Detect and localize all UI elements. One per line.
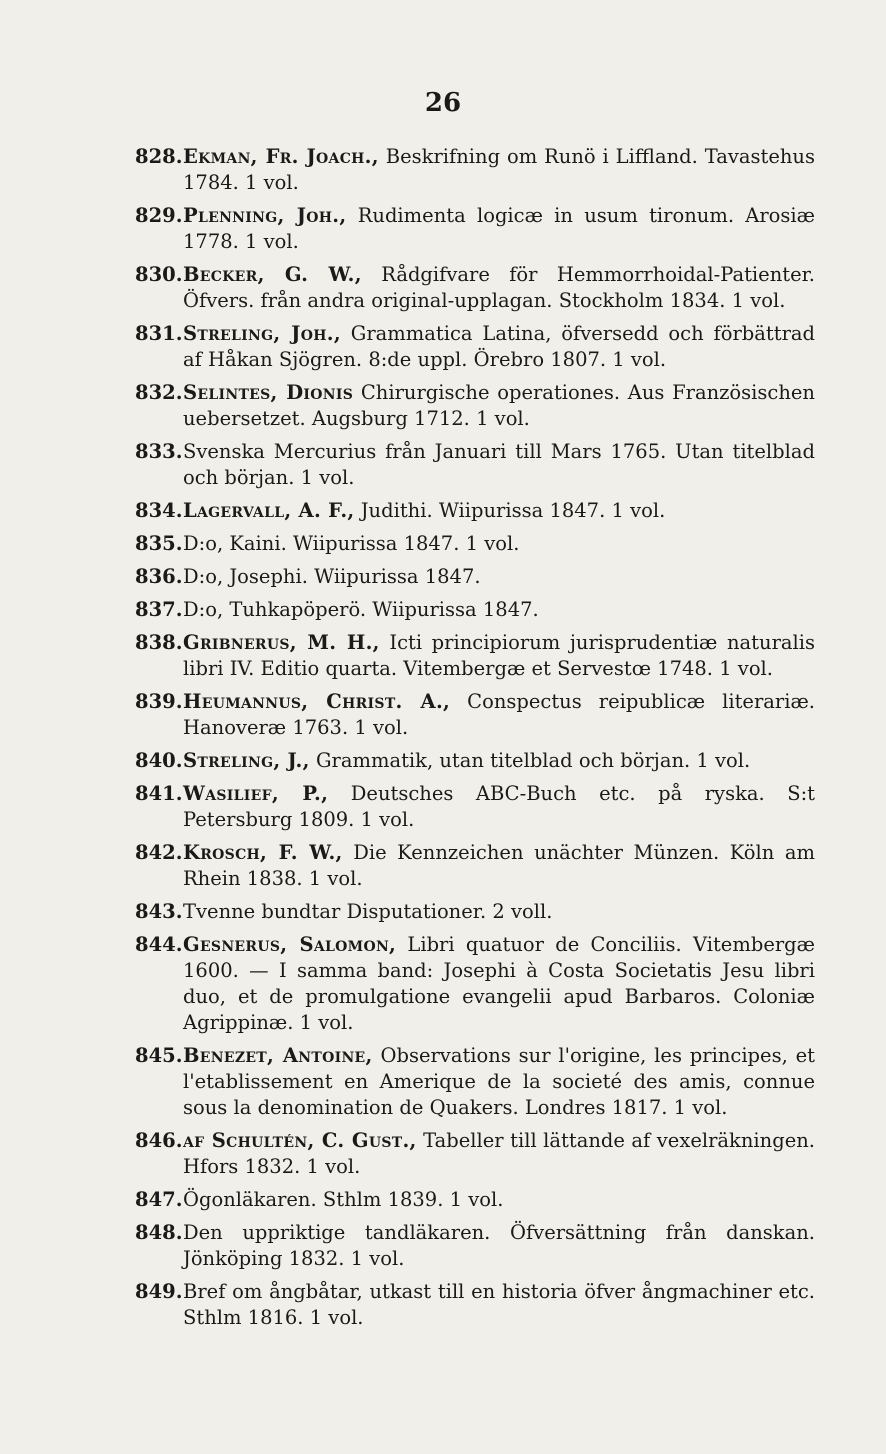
catalog-entry <box>135 203 815 255</box>
entry-number: 840. <box>135 749 183 772</box>
catalog-entry <box>135 564 815 590</box>
entry-body <box>183 1279 815 1331</box>
entry-text: Deutsches ABC-Buch etc. på ryska. S:t Petersburg 1809. 1 vol. <box>183 782 816 831</box>
catalog-entry <box>135 1043 815 1121</box>
entry-body <box>183 1128 815 1180</box>
entry-number: 847. <box>135 1188 183 1211</box>
entry-number: 830. <box>135 263 183 286</box>
entry-text: Ögonläkaren. Sthlm 1839. 1 vol. <box>183 1188 504 1211</box>
entry-text: Judithi. Wiipurissa 1847. 1 vol. <box>360 499 666 522</box>
entry-body <box>183 932 815 1036</box>
entry-author: Selintes, Dionis <box>183 381 354 404</box>
catalog-entry <box>135 1128 815 1180</box>
entry-number: 834. <box>135 499 183 522</box>
entry-body <box>183 1187 815 1213</box>
entry-text: Tabeller till lättande af vexelräkningen. Hfors 1832. 1 vol. <box>183 1129 815 1178</box>
entry-author: Streling, J., <box>183 749 310 772</box>
catalog-entry <box>135 498 815 524</box>
entry-author: Heumannus, Christ. A., <box>183 690 451 713</box>
entry-text: Beskrifning om Runö i Liffland. Tavastehus 1784. 1 vol. <box>183 145 815 194</box>
entry-body <box>183 531 815 557</box>
entry-body <box>183 262 815 314</box>
entry-body <box>183 689 815 741</box>
catalog-entry <box>135 597 815 623</box>
entry-text: D:o, Tuhkapöperö. Wiipurissa 1847. <box>183 598 539 621</box>
catalog-entry <box>135 1279 815 1331</box>
entry-number: 829. <box>135 204 183 227</box>
entry-text: Die Kennzeichen unächter Münzen. Köln am Rhein 1838. 1 vol. <box>183 841 816 890</box>
entry-body <box>183 564 815 590</box>
page-number: 26 <box>424 88 462 118</box>
entry-number: 835. <box>135 532 183 555</box>
entry-body <box>183 899 815 925</box>
entry-number: 838. <box>135 631 183 654</box>
catalog-entry <box>135 840 815 892</box>
entry-number: 836. <box>135 565 183 588</box>
entry-number: 832. <box>135 381 183 404</box>
entry-author: Gesnerus, Salomon, <box>183 933 397 956</box>
entry-number: 833. <box>135 440 183 463</box>
entry-text: Grammatik, utan titelblad och början. 1 vol. <box>315 749 751 772</box>
catalog-entry <box>135 380 815 432</box>
entry-text: Svenska Mercurius från Januari till Mars 1765. Utan titelblad och början. 1 vol. <box>183 440 815 489</box>
entry-text: Rudimenta logicæ in usum tironum. Arosiæ 1778. 1 vol. <box>183 204 815 253</box>
entry-body <box>183 1220 815 1272</box>
entry-author: Lagervall, A. F., <box>183 499 355 522</box>
catalog-entry <box>135 262 815 314</box>
entry-number: 844. <box>135 933 183 956</box>
entry-number: 848. <box>135 1221 183 1244</box>
catalog-entry <box>135 748 815 774</box>
entry-body <box>183 781 815 833</box>
entry-text: Chirurgische operationes. Aus Französischen uebersetzet. Augsburg 1712. 1 vol. <box>183 381 815 430</box>
entry-body <box>183 1043 815 1121</box>
entry-author: Plenning, Joh., <box>183 204 347 227</box>
entry-author: Streling, Joh., <box>183 322 341 345</box>
entry-number: 837. <box>135 598 183 621</box>
entry-text: D:o, Josephi. Wiipurissa 1847. <box>183 565 481 588</box>
entry-number: 828. <box>135 145 183 168</box>
entry-body <box>183 498 815 524</box>
entry-text: Rådgifvare för Hemmorrhoidal-Patienter. Öfvers. från andra original-upplagan. Stockholm 1834. 1 vol. <box>183 263 816 312</box>
entry-number: 839. <box>135 690 183 713</box>
entry-text: Libri quatuor de Conciliis. Vitembergæ 1600. — I samma band: Josephi à Costa Societatis Jesu libri duo, et de promulgatione evangelii apud Barbaros. Coloniæ Agrippinæ. 1 vol. <box>183 933 815 1034</box>
entry-body <box>183 630 815 682</box>
entry-text: Conspectus reipublicæ literariæ. Hanoveræ 1763. 1 vol. <box>183 690 816 739</box>
catalog-entry <box>135 144 815 196</box>
entry-text: Grammatica Latina, öfversedd och förbättrad af Håkan Sjögren. 8:de uppl. Örebro 1807. 1 vol. <box>183 322 815 371</box>
entry-number: 849. <box>135 1280 183 1303</box>
entry-body <box>183 840 815 892</box>
entry-number: 841. <box>135 782 183 805</box>
entry-author: Ekman, Fr. Joach., <box>183 145 379 168</box>
entry-author: Krosch, F. W., <box>183 841 343 864</box>
catalog-entries <box>135 144 815 1338</box>
entry-text: Observations sur l'origine, les principes, et l'etablissement en Amerique de la societé des amis, connue sous la denomination de Quakers. Londres 1817. 1 vol. <box>183 1044 816 1119</box>
entry-body <box>183 321 815 373</box>
entry-body <box>183 439 815 491</box>
catalog-entry <box>135 1187 815 1213</box>
catalog-entry <box>135 439 815 491</box>
entry-body <box>183 380 815 432</box>
catalog-entry <box>135 781 815 833</box>
entry-text: Icti principiorum jurisprudentiæ naturalis libri IV. Editio quarta. Vitembergæ et Servestœ 1748. 1 vol. <box>183 631 816 680</box>
entry-number: 845. <box>135 1044 183 1067</box>
entry-text: D:o, Kaini. Wiipurissa 1847. 1 vol. <box>183 532 520 555</box>
entry-body <box>183 597 815 623</box>
entry-body <box>183 144 815 196</box>
entry-text: Den uppriktige tandläkaren. Öfversättning från danskan. Jönköping 1832. 1 vol. <box>183 1221 815 1270</box>
catalog-entry <box>135 531 815 557</box>
entry-number: 842. <box>135 841 183 864</box>
entry-author: Benezet, Antoine, <box>183 1044 373 1067</box>
catalog-entry <box>135 630 815 682</box>
catalog-entry <box>135 689 815 741</box>
catalog-entry <box>135 932 815 1036</box>
entry-author: Wasilief, P., <box>183 782 329 805</box>
entry-author: af Schultén, C. Gust., <box>183 1129 417 1152</box>
entry-body <box>183 203 815 255</box>
entry-author: Gribnerus, M. H., <box>183 631 380 654</box>
catalog-entry <box>135 321 815 373</box>
catalog-entry <box>135 1220 815 1272</box>
entry-text: Tvenne bundtar Disputationer. 2 voll. <box>183 900 553 923</box>
entry-body <box>183 748 815 774</box>
catalog-entry <box>135 899 815 925</box>
entry-text: Bref om ångbåtar, utkast till en historia öfver ångmachiner etc. Sthlm 1816. 1 vol. <box>183 1280 815 1329</box>
entry-number: 846. <box>135 1129 183 1152</box>
entry-author: Becker, G. W., <box>183 263 362 286</box>
entry-number: 843. <box>135 900 183 923</box>
entry-number: 831. <box>135 322 183 345</box>
